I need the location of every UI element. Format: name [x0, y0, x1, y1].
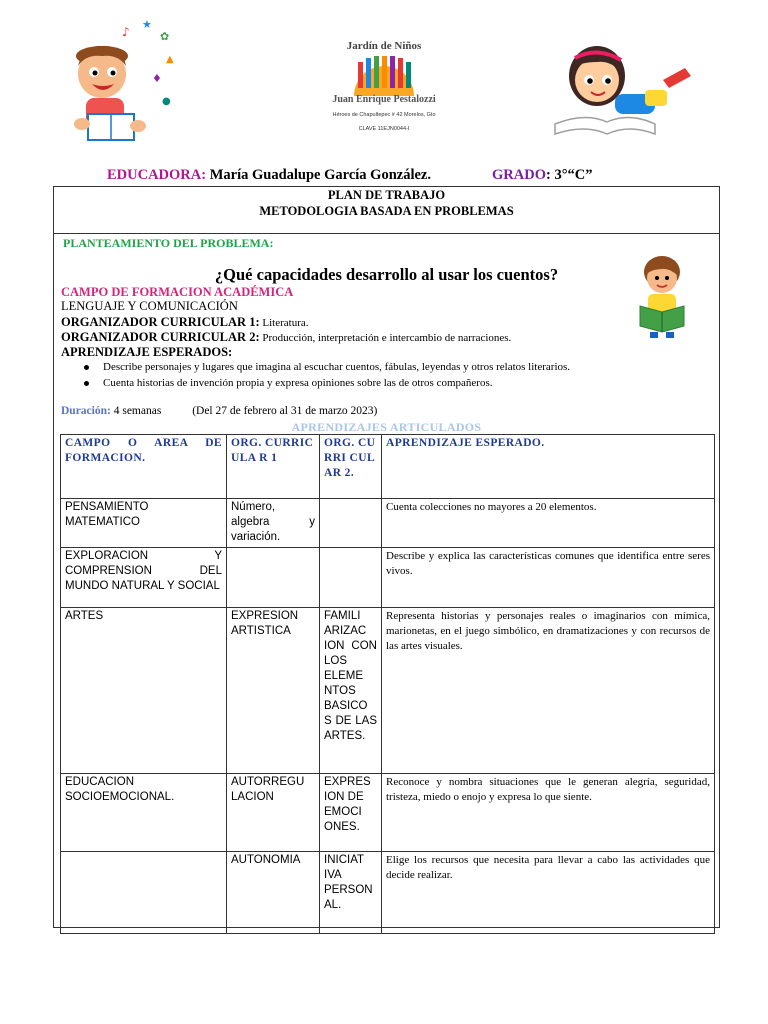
grado-line — [492, 167, 592, 184]
duracion-label: Duración: — [61, 405, 111, 417]
logo-clave: CLAVE 11EJN0044-I — [358, 126, 410, 132]
table-row — [61, 548, 715, 608]
aprendizaje-label: APRENDIZAJE ESPERADOS: — [61, 345, 233, 359]
table-row — [61, 852, 715, 934]
aprendizaje-bullet-1 — [84, 361, 570, 373]
educadora-name: María Guadalupe García González. — [209, 167, 431, 183]
svg-text:▲: ▲ — [166, 54, 174, 65]
header-aprendizaje: APRENDIZAJE ESPERADO. — [382, 435, 715, 499]
row-aprendizaje: Cuenta colecciones no mayores a 20 elementos. — [382, 499, 715, 548]
organizador-2-label: ORGANIZADOR CURRICULAR 2: — [61, 330, 260, 344]
row-org2 — [320, 548, 382, 608]
plan-subtitle: METODOLOGIA BASADA EN PROBLEMAS — [259, 204, 514, 218]
row-campo: ARTES — [61, 608, 227, 774]
child-reading-book-illustration — [636, 254, 688, 338]
aprendizajes-articulados-table — [60, 434, 715, 934]
school-logo — [300, 40, 468, 144]
row-aprendizaje: Describe y explica las características comunes que identifica entre seres vivos. — [382, 548, 715, 608]
aprendizaje-bullet-2 — [84, 377, 493, 389]
table-row — [61, 499, 715, 548]
aprendizaje-text-2: Cuenta historias de invención propia y expresa opiniones sobre las de otros compañeros. — [103, 377, 493, 389]
svg-text:●: ● — [162, 96, 171, 107]
row-org2: EXPRES ION DE EMOCI ONES. — [320, 774, 382, 852]
row-aprendizaje: Representa historias y personajes reales o imaginarios con mímica, marionetas, en el juego simbólico, en dramatizaciones y con recursos de las artes visuales. — [382, 608, 715, 774]
duracion-value: 4 semanas — [110, 405, 162, 417]
logo-title: Jardín de Niños — [346, 40, 422, 52]
row-campo — [61, 852, 227, 934]
row-campo: EXPLORACION Y COMPRENSION DEL MUNDO NATURAL Y SOCIAL — [61, 548, 227, 608]
plan-header-box — [53, 186, 720, 234]
educadora-line — [107, 167, 431, 184]
table-header-row — [61, 435, 715, 499]
svg-text:♪: ♪ — [122, 25, 130, 39]
row-org2: INICIAT IVA PERSON AL. — [320, 852, 382, 934]
row-org1: AUTORREGU LACION — [227, 774, 320, 852]
logo-school-name: Juan Enrique Pestalozzi — [332, 94, 436, 105]
educadora-label: EDUCADORA: — [107, 167, 207, 183]
svg-text:★: ★ — [142, 18, 152, 31]
duracion-line — [61, 405, 377, 417]
grado-label: GRADO — [492, 167, 546, 183]
plan-title: PLAN DE TRABAJO — [327, 188, 446, 202]
row-org1: EXPRESION ARTISTICA — [227, 608, 320, 774]
crayons-sun-icon — [344, 56, 424, 96]
grado-value: : 3°“C” — [545, 167, 593, 183]
campo-formacion-value: LENGUAJE Y COMUNICACIÓN — [61, 299, 238, 313]
row-org1: Número, algebra y variación. — [227, 499, 320, 548]
boy-reading-illustration — [62, 14, 192, 154]
row-org2: FAMILI ARIZAC ION CON LOS ELEME NTOS BASICO S DE LAS ARTES. — [320, 608, 382, 774]
organizador-1 — [61, 315, 309, 330]
header-campo: CAMPO O AREA DE FORMACION. — [61, 435, 227, 499]
table-row — [61, 608, 715, 774]
aprendizajes-articulados-title: APRENDIZAJES ARTICULADOS — [291, 420, 482, 434]
organizador-2-value: Producción, interpretación e intercambio de narraciones. — [259, 332, 512, 344]
aprendizaje-text-1: Describe personajes y lugares que imagina al escuchar cuentos, fábulas, leyendas y otros relatos literarios. — [103, 361, 571, 373]
bullet-dot-icon — [84, 381, 89, 386]
organizador-1-value: Literatura. — [259, 317, 309, 329]
campo-formacion-label: CAMPO DE FORMACION ACADÉMICA — [61, 285, 294, 299]
row-org1 — [227, 548, 320, 608]
row-org1: AUTONOMIA — [227, 852, 320, 934]
bullet-dot-icon — [84, 365, 89, 370]
svg-text:♦: ♦ — [152, 72, 162, 85]
header-org2: ORG. CURRI CULAR 2. — [320, 435, 382, 499]
girl-reading-illustration — [545, 28, 695, 146]
duracion-dates: (Del 27 de febrero al 31 de marzo 2023) — [192, 405, 378, 417]
row-org2 — [320, 499, 382, 548]
planteamiento-label: PLANTEAMIENTO DEL PROBLEMA: — [63, 236, 274, 250]
row-aprendizaje: Reconoce y nombra situaciones que le generan alegría, seguridad, tristeza, miedo o enojo y expresa lo que siente. — [382, 774, 715, 852]
row-aprendizaje: Elige los recursos que necesita para llevar a cabo las actividades que decide realizar. — [382, 852, 715, 934]
row-campo: PENSAMIENTO MATEMATICO — [61, 499, 227, 548]
svg-text:✿: ✿ — [160, 30, 170, 43]
header-org1: ORG. CURRICULA R 1 — [227, 435, 320, 499]
organizador-2 — [61, 330, 511, 345]
logo-address: Héroes de Chapultepec # 42 Morelos, Gto — [332, 112, 436, 118]
table-row — [61, 774, 715, 852]
organizador-1-label: ORGANIZADOR CURRICULAR 1: — [61, 315, 260, 329]
problem-question: ¿Qué capacidades desarrollo al usar los cuentos? — [214, 265, 559, 284]
row-campo: EDUCACION SOCIOEMOCIONAL. — [61, 774, 227, 852]
